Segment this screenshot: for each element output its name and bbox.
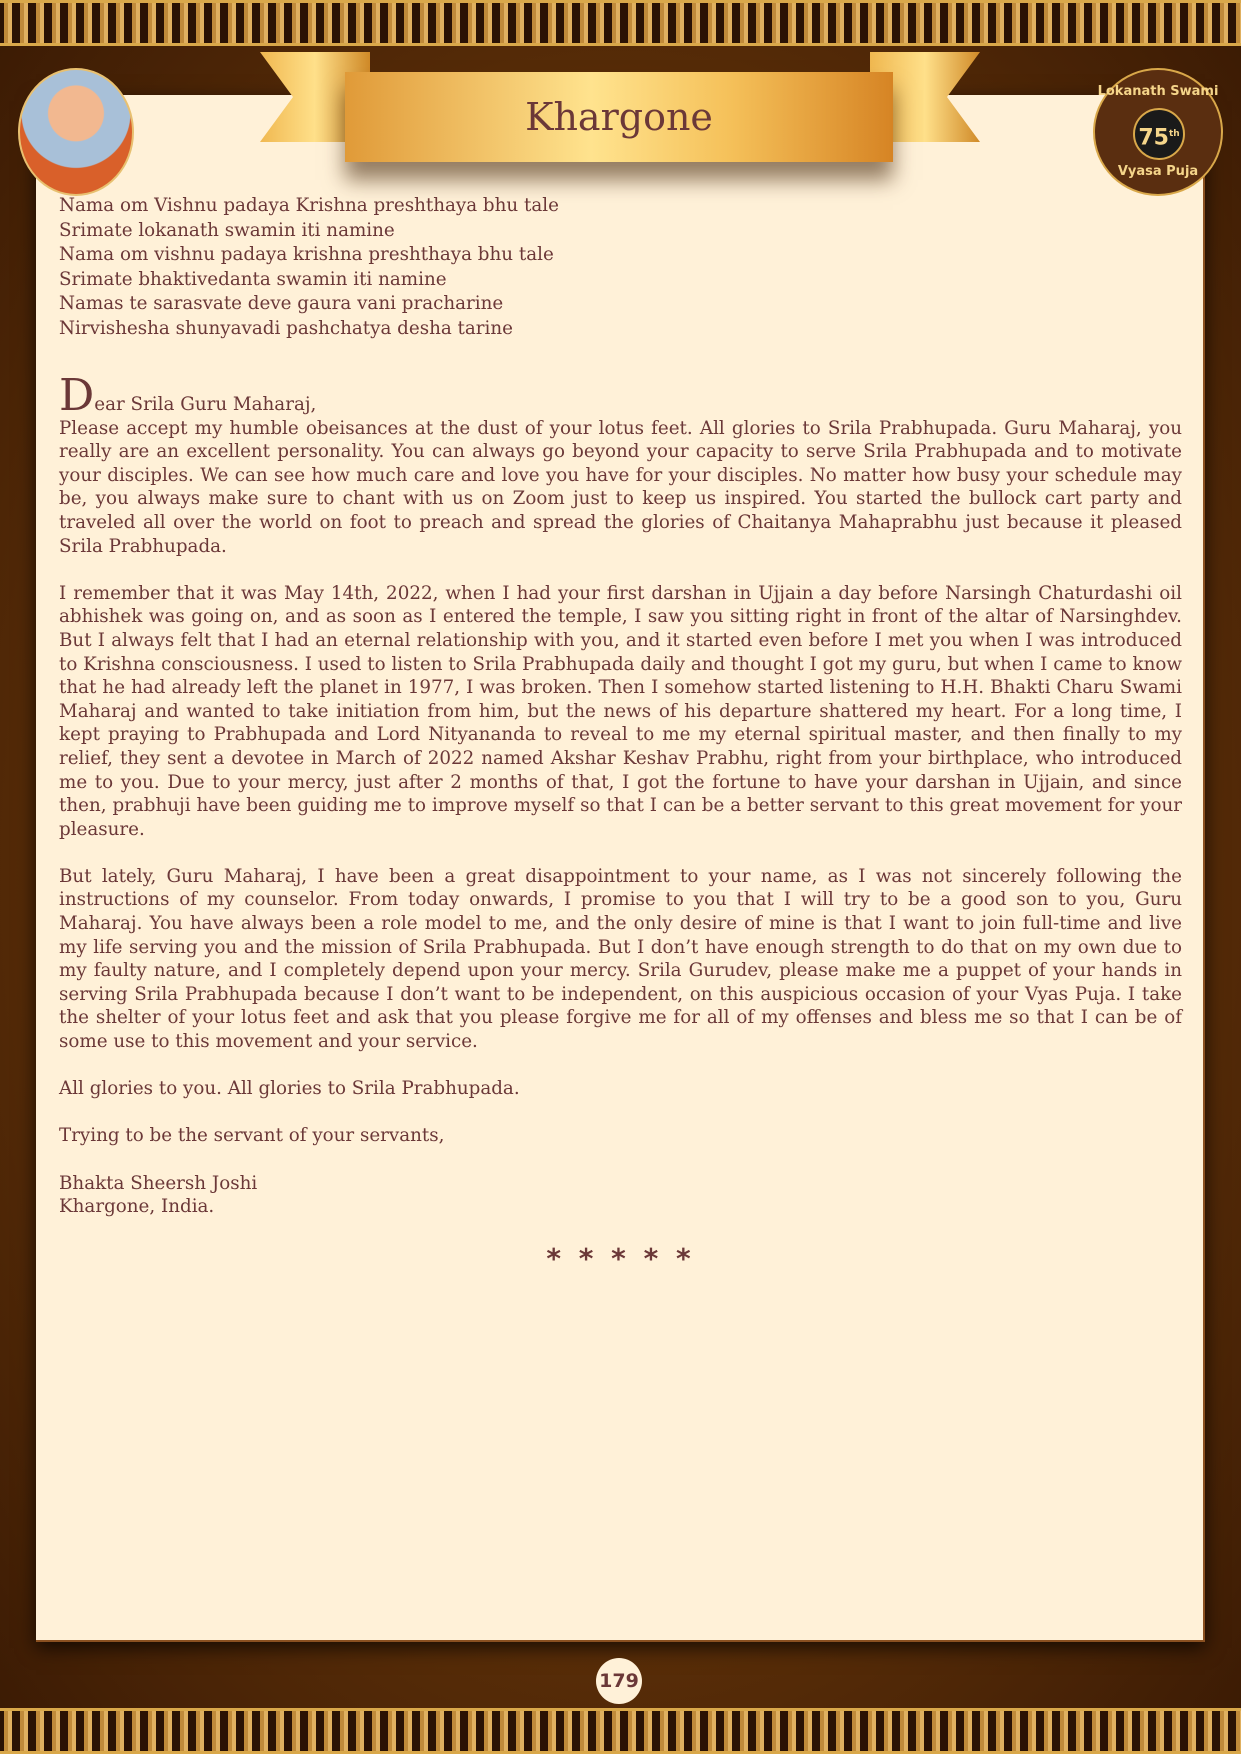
badge-top-text: Lokanath Swami bbox=[1097, 84, 1219, 99]
verse-line: Nama om vishnu padaya krishna preshthaya bhu tale bbox=[59, 244, 554, 265]
page-number: 179 bbox=[596, 1658, 642, 1704]
bottom-ornamental-border bbox=[0, 1708, 1241, 1754]
paragraph: I remember that it was May 14th, 2022, when I had your first darshan in Ujjain a day before Narsingh Chaturdashi oil abhishek was going on, and as soon as I entered the temple, I saw you sitting right in front of the altar of Narsinghdev. But I always felt that I had an eternal relationship with you, and it started even before I met you when I was introduced to Krishna consciousness. I used to listen to Srila Prabhupada daily and thought I got my guru, but when I came to know that he had already left the planet in 1977, I was broken. Then I somehow started listening to H.H. Bhakti Charu Swami Maharaj and wanted to take initiation from him, but the news of his departure shattered my heart. For a long time, I kept praying to Prabhupada and Lord Nityananda to reveal to me my eternal spiritual master, and then finally to my relief, they sent a devotee in March of 2022 named Akshar Keshav Prabhu, right from your birthplace, who introduced me to you. Due to your mercy, just after 2 months of that, I got the fortune to have your darshan in Ujjain, and since then, prabhuji have been guiding me to improve myself so that I can be a better servant to this great movement for your pleasure. bbox=[59, 582, 1182, 840]
guru-portrait-photo bbox=[18, 68, 134, 196]
verse-line: Namas te sarasvate deve gaura vani pracharine bbox=[59, 293, 504, 314]
verse-line: Srimate lokanath swamin iti namine bbox=[59, 219, 395, 241]
greeting: Dear Srila Guru Maharaj, bbox=[59, 370, 317, 421]
letter-content bbox=[59, 194, 1182, 1275]
section-separator: * * * * * bbox=[546, 1241, 695, 1275]
invocation-verse bbox=[59, 194, 1182, 341]
badge-number: 75th bbox=[1133, 108, 1185, 160]
title-ribbon bbox=[345, 72, 893, 162]
anniversary-badge-logo bbox=[1093, 68, 1223, 196]
page-title: Khargone bbox=[525, 95, 713, 139]
top-ornamental-border bbox=[0, 0, 1241, 46]
drop-cap: D bbox=[59, 370, 95, 421]
paragraph: But lately, Guru Maharaj, I have been a great disappointment to your name, as I was not sincerely following the instructions of my counselor. From today onwards, I promise to you that I will try to be a good son to you, Guru Maharaj. You have always been a role model to me, and the only desire of mine is that I want to join full-time and live my life serving you and the mission of Srila Prabhupada. But I don’t have enough strength to do that on my own due to my faulty nature, and I completely depend upon your mercy. Srila Gurudev, please make me a puppet of your hands in serving Srila Prabhupada because I don’t want to be independent, on this auspicious occasion of your Vyas Puja. I take the shelter of your lotus feet and ask that you please forgive me for all of my offenses and bless me so that I can be of some use to this movement and your service. bbox=[59, 865, 1182, 1053]
signature-location: Khargone, India. bbox=[59, 1196, 215, 1218]
paragraph: Please accept my humble obeisances at the dust of your lotus feet. All glories to Srila Prabhupada. Guru Maharaj, you really are an excellent personality. You can always go beyond your capacity to serve Srila Prabhupada and to motivate your disciples. We can see how much care and love you have for your disciples. No matter how busy your schedule may be, you always make sure to chant with us on Zoom just to keep us inspired. You started the bullock cart party and traveled all over the world on foot to preach and spread the glories of Chaitanya Mahaprabhu just because it pleased Srila Prabhupada. bbox=[59, 417, 1182, 557]
verse-line: Nirvishesha shunyavadi pashchatya desha tarine bbox=[59, 317, 513, 339]
closing-line: Trying to be the servant of your servants, bbox=[59, 1125, 445, 1147]
closing-line: All glories to you. All glories to Srila Prabhupada. bbox=[59, 1078, 520, 1100]
badge-bottom-text: Vyasa Puja bbox=[1117, 164, 1199, 179]
signature-name: Bhakta Sheersh Joshi bbox=[59, 1172, 258, 1194]
verse-line: Srimate bhaktivedanta swamin iti namine bbox=[59, 268, 447, 290]
verse-line: Nama om Vishnu padaya Krishna preshthaya bhu tale bbox=[59, 195, 559, 216]
